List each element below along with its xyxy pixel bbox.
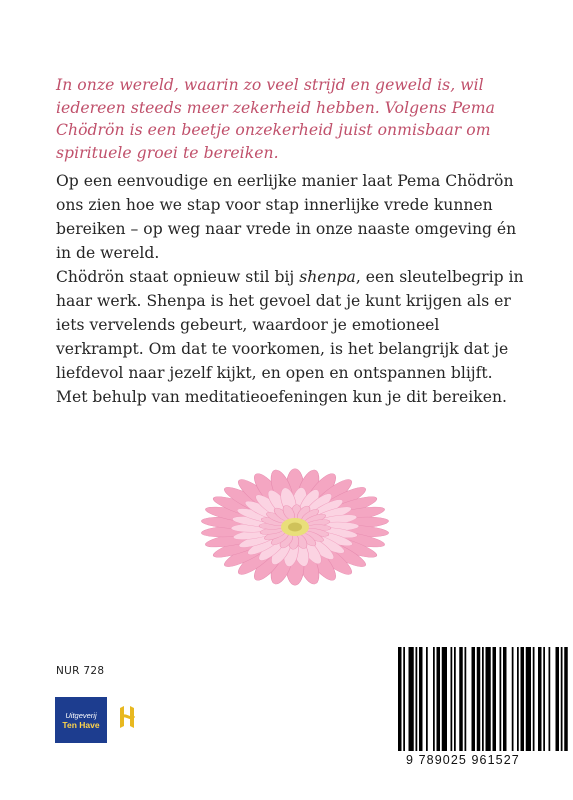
- publisher-logo: [55, 697, 107, 743]
- pink-gerbera-icon: [200, 455, 390, 590]
- description-paragraph-2: [56, 265, 526, 409]
- publisher-line-2: Ten Have: [62, 719, 100, 730]
- p2-start: Chödrön staat opnieuw stil bij: [56, 268, 300, 286]
- isbn-digits: 9 789025 961527: [406, 753, 520, 767]
- p2-end: , een sleutelbegrip in haar werk. Shenpa is het gevoel dat je kunt krijgen als er iets vervelends gebeurt, waardoor je emotioneel verkrampt. Om dat te voorkomen, is het belangrijk dat je liefdevol naar jezelf kijkt, en open en ontspannen blijft. Met behulp van meditatieoefeningen kun je dit bereiken.: [56, 268, 524, 406]
- intro-text: In onze wereld, waarin zo veel strijd en geweld is, wil iedereen steeds meer zekerheid hebben. Volgens Pema Chödrön is een beetje onzekerheid juist onmisbaar om spirituele groei te bereiken.: [56, 76, 495, 162]
- publisher-line-1: Uitgeverij: [65, 710, 97, 720]
- description-paragraph-1: Op een eenvoudige en eerlijke manier laat Pema Chödrön ons zien hoe we stap voor stap innerlijke vrede kunnen bereiken – op weg naar vrede in onze naaste omgeving én in de wereld.: [56, 172, 517, 262]
- description: [56, 169, 526, 409]
- ten-have-mark-icon: [112, 702, 142, 732]
- isbn-barcode: [394, 645, 573, 775]
- shenpa-term: shenpa: [299, 268, 356, 286]
- nur-code: NUR 728: [56, 665, 105, 677]
- barcode-bars: [398, 647, 573, 751]
